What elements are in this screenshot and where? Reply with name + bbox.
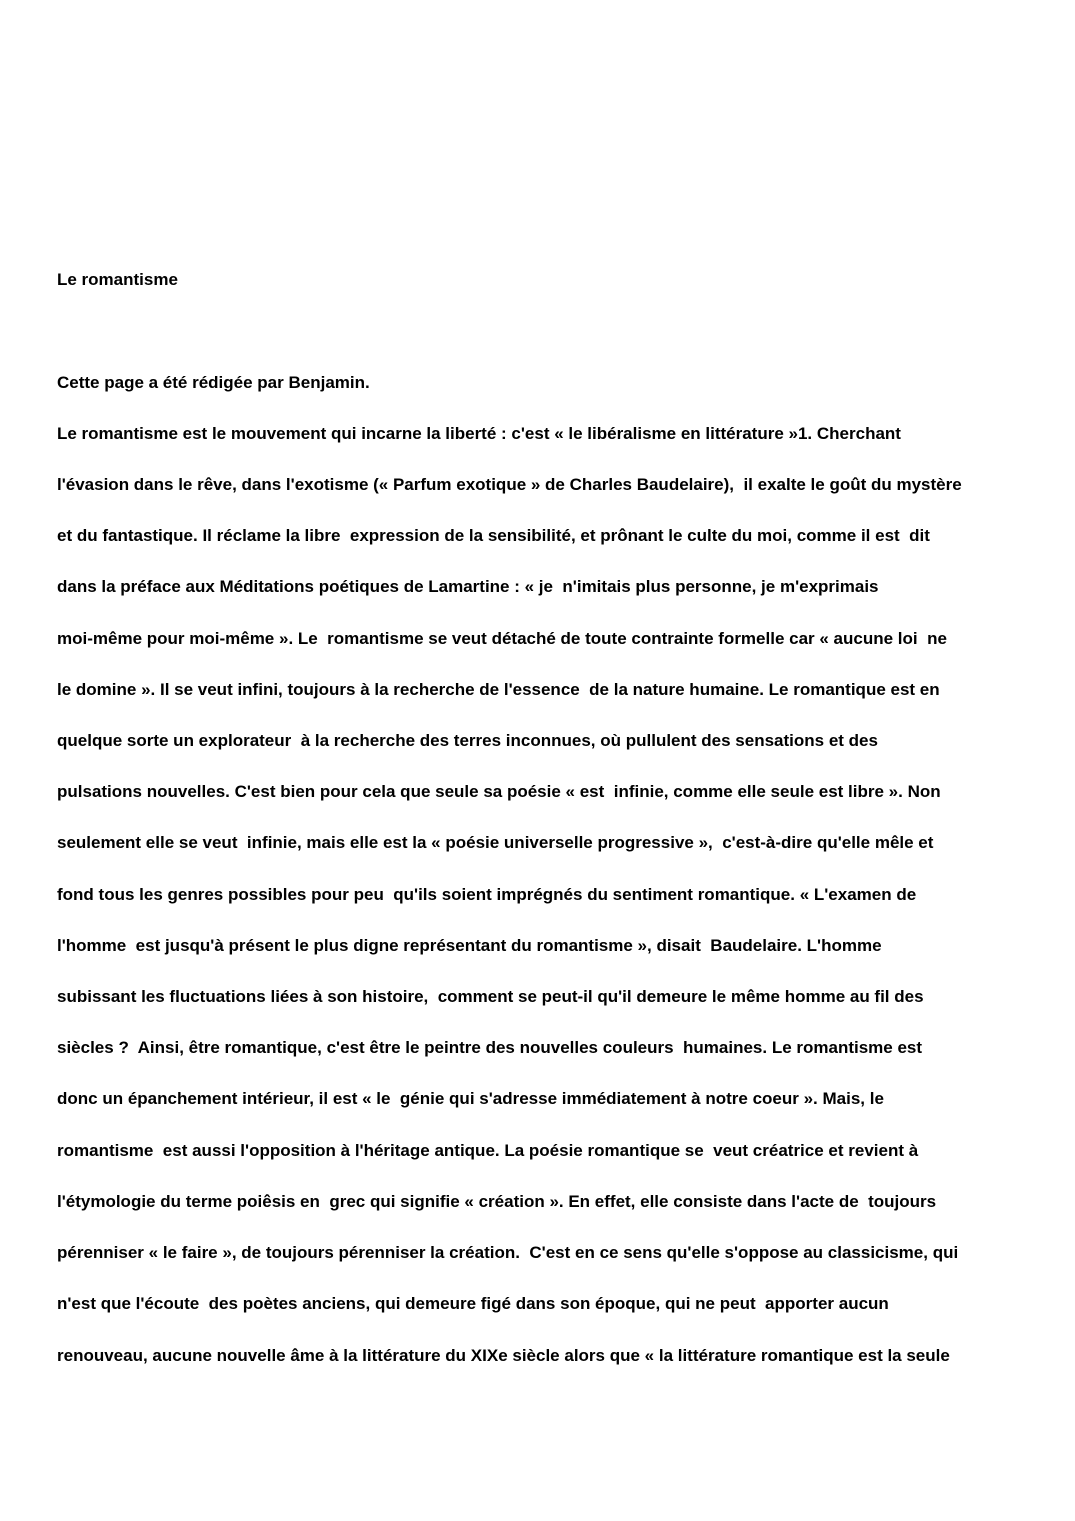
body-line: seulement elle se veut infinie, mais elle est la « poésie universelle progressive », c'est-à-dire qu'elle mêle et [57, 833, 934, 852]
body-line: n'est que l'écoute des poètes anciens, qui demeure figé dans son époque, qui ne peut apporter aucun [57, 1294, 889, 1313]
body-line: dans la préface aux Méditations poétiques de Lamartine : « je n'imitais plus personne, je m'exprimais [57, 577, 879, 596]
body-line: siècles ? Ainsi, être romantique, c'est être le peintre des nouvelles couleurs humaines. Le romantisme est [57, 1038, 923, 1057]
body-line: le domine ». Il se veut infini, toujours à la recherche de l'essence de la nature humaine. Le romantique est en [57, 680, 940, 699]
body-line: l'évasion dans le rêve, dans l'exotisme (« Parfum exotique » de Charles Baudelaire), il exalte le goût du mystère [57, 475, 962, 494]
body-line: donc un épanchement intérieur, il est « le génie qui s'adresse immédiatement à notre coeur ». Mais, le [57, 1089, 884, 1108]
body-line: fond tous les genres possibles pour peu qu'ils soient imprégnés du sentiment romantique. « L'examen de [57, 885, 917, 904]
body-line: pérenniser « le faire », de toujours pérenniser la création. C'est en ce sens qu'elle s'oppose au classicisme, qui [57, 1243, 959, 1262]
body-line: romantisme est aussi l'opposition à l'héritage antique. La poésie romantique se veut créatrice et revient à [57, 1141, 919, 1160]
body-line: moi-même pour moi-même ». Le romantisme se veut détaché de toute contrainte formelle car « aucune loi ne [57, 629, 947, 648]
body-line: l'homme est jusqu'à présent le plus digne représentant du romantisme », disait Baudelaire. L'homme [57, 936, 882, 955]
body-line: renouveau, aucune nouvelle âme à la littérature du XIXe siècle alors que « la littérature romantique est la seule [57, 1346, 950, 1365]
author-line: Cette page a été rédigée par Benjamin. [57, 373, 370, 392]
body-line: et du fantastique. Il réclame la libre expression de la sensibilité, et prônant le culte du moi, comme il est dit [57, 526, 930, 545]
body-line: Le romantisme est le mouvement qui incarne la liberté : c'est « le libéralisme en littérature »1. Cherchant [57, 424, 901, 443]
body-line: pulsations nouvelles. C'est bien pour cela que seule sa poésie « est infinie, comme elle seule est libre ». Non [57, 782, 941, 801]
document-title: Le romantisme [57, 270, 178, 289]
body-line: l'étymologie du terme poiêsis en grec qui signifie « création ». En effet, elle consiste dans l'acte de toujours [57, 1192, 937, 1211]
body-line: quelque sorte un explorateur à la recherche des terres inconnues, où pullulent des sensations et des [57, 731, 878, 750]
body-line: subissant les fluctuations liées à son histoire, comment se peut-il qu'il demeure le même homme au fil des [57, 987, 924, 1006]
